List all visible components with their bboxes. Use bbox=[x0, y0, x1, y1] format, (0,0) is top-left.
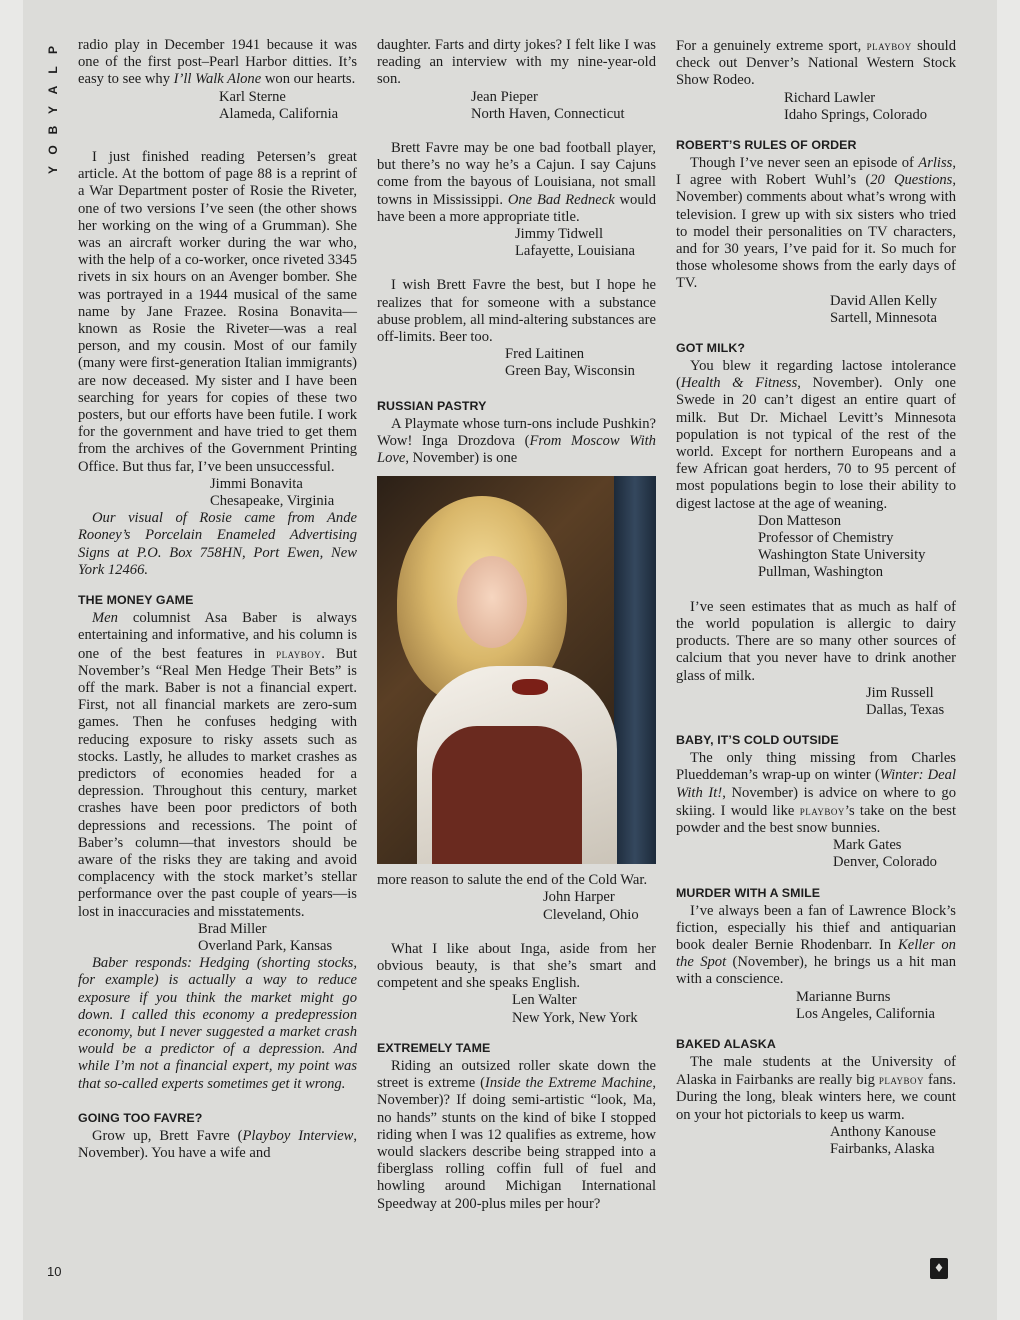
section-heading: ROBERT’S RULES OF ORDER bbox=[676, 138, 857, 153]
letter-body: Though I’ve never seen an episode of Arliss, I agree with Robert Wuhl’s (20 Questions, November) comments about what’s wrong with television. I grew up with six sisters who tried to model their personalities on TV characters, and for 30 years, I’ve paid for it. So much for those wholesome shows from the early days of TV. bbox=[676, 155, 956, 292]
running-head-letter: Y bbox=[46, 166, 60, 175]
signature: Len Walter New York, New York bbox=[512, 992, 638, 1026]
section-heading: GOT MILK? bbox=[676, 341, 746, 356]
letter-body: You blew it regarding lactose intolerance (Health & Fitness, November). Only one Swede in 20 can’t digest an entire quart of milk. But Dr. Michael Levitt’s Minnesota population is not typical of the rest of the world. Except for northern Europeans and a few African goat herders, 70 to 95 percent of most populations begin to lose their ability to digest lactose at the age of weaning. bbox=[676, 358, 956, 512]
section-heading: MURDER WITH A SMILE bbox=[676, 885, 821, 900]
section-heading: GOING TOO FAVRE? bbox=[78, 1110, 203, 1125]
letter-body: What I like about Inga, aside from her obvious beauty, is that she’s smart and competent and she speaks English. bbox=[377, 940, 656, 992]
signature: John Harper Cleveland, Ohio bbox=[543, 889, 639, 923]
rabbit-head-icon: ♦ bbox=[930, 1258, 948, 1279]
signature: Karl Sterne Alameda, California bbox=[219, 88, 339, 122]
running-head-letter: Y bbox=[46, 106, 60, 115]
signature: Fred Laitinen Green Bay, Wisconsin bbox=[505, 346, 635, 380]
letter-continuation: radio play in December 1941 because it was one of the first post–Pearl Harbor ditties. It’s easy to see why I’ll Walk Alone won our hearts. bbox=[78, 37, 357, 88]
letter-body: I’ve seen estimates that as much as half of the world population is allergic to dairy products. There are so many other sources of calcium that you never have to drink another glass of milk. bbox=[676, 598, 956, 684]
letter-body: Brett Favre may be one bad football player, but there’s no way he’s a Cajun. I say Cajuns come from the bayous of Louisiana, not small towns in Mississippi. One Bad Redneck would have been a more appropriate title. bbox=[377, 140, 656, 225]
signature: Jim Russell Dallas, Texas bbox=[866, 684, 945, 718]
signature: Marianne Burns Los Angeles, California bbox=[796, 988, 936, 1022]
letter-body: Riding an outsized roller skate down the street is extreme (Inside the Extreme Machine, November)? If doing semi-artistic “look, Ma, no hands” stunts on the kind of bike I stopped riding when I was 12 qualifies as extreme, how would slackers describe being strapped into a fiberglass rolling coffin full of fuel and howling around Michigan International Speedway at 200-plus miles per hour? bbox=[377, 1057, 656, 1212]
running-head-playboy bbox=[47, 40, 65, 180]
running-head-letter: O bbox=[46, 145, 60, 155]
letter-continuation: more reason to salute the end of the Cold War. bbox=[377, 872, 648, 889]
column-2 bbox=[377, 37, 656, 1213]
signature: Jimmy Tidwell Lafayette, Louisiana bbox=[515, 226, 635, 260]
section-heading: RUSSIAN PASTRY bbox=[377, 398, 487, 413]
letter-body: The only thing missing from Charles Plueddeman’s wrap-up on winter (Winter: Deal With It!, November) is advice on where to go skiing. I would like playboy’s take on the best powder and the best snow bunnies. bbox=[676, 750, 956, 836]
signature: David Allen Kelly Sartell, Minnesota bbox=[830, 292, 938, 326]
signature: Mark Gates Denver, Colorado bbox=[833, 837, 937, 871]
running-head-letter: L bbox=[46, 66, 60, 74]
editor-note: Our visual of Rosie came from Ande Rooney’s Porcelain Enameled Advertising Signs at P.O. Box 758HN, Port Ewen, New York 12466. bbox=[78, 510, 357, 578]
playmate-photo bbox=[377, 476, 656, 864]
section-heading: THE MONEY GAME bbox=[78, 593, 194, 608]
page-number: 10 bbox=[47, 1264, 62, 1279]
column-3 bbox=[676, 37, 956, 1158]
running-head-letter: B bbox=[46, 125, 60, 135]
signature: Jimmi Bonavita Chesapeake, Virginia bbox=[210, 475, 335, 510]
letter-body: I wish Brett Favre the best, but I hope he realizes that for someone with a substance abuse problem, all mind-altering substances are off-limits. Beer too. bbox=[377, 277, 656, 346]
section-heading: BAKED ALASKA bbox=[676, 1036, 776, 1051]
signature: Anthony Kanouse Fairbanks, Alaska bbox=[830, 1123, 936, 1157]
signature: Brad Miller Overland Park, Kansas bbox=[198, 920, 333, 954]
running-head-letter: A bbox=[46, 85, 60, 95]
letter-body: Grow up, Brett Favre (Playboy Interview, November). You have a wife and bbox=[78, 1127, 357, 1161]
signature: Richard Lawler Idaho Springs, Colorado bbox=[784, 89, 928, 123]
letter-continuation: For a genuinely extreme sport, playboy should check out Denver’s National Western Stock Show Rodeo. bbox=[676, 38, 956, 89]
signature: Don Matteson Professor of Chemistry Washington State University Pullman, Washington bbox=[758, 512, 926, 581]
column-1 bbox=[78, 37, 357, 1162]
letter-body: The male students at the University of Alaska in Fairbanks are really big playboy fans. During the long, bleak winters here, we count on your hot pictorials to keep us warm. bbox=[676, 1053, 956, 1123]
letter-body: I just finished reading Petersen’s great article. At the bottom of page 88 is a reprint of a War Department poster of Rosie the Riveter, one of two versions I’ve seen (the other shows her working on the wing of a Grumman). She was an aircraft worker during the war who, with the help of a co-worker, once riveted 3345 rivets in six hours on an Avenger bomber. She was portrayed in a 1944 musical of the same name by Jane Frazee. Rosina Bonavita—known as Rosie the Riveter—was a real person, and my cousin. Most of our family (many were first-generation Italian immigrants) are now deceased. My sister and I have been searching for years for copies of these two posters, but our efforts have been futile. I work for the government and have tried to get them from the archives of the Government Printing Office. But thus far, I’ve been unsuccessful. bbox=[78, 149, 357, 475]
letter-body: Men columnist Asa Baber is always entertaining and informative, and his column is one of the best features in playboy. But November’s “Real Men Hedge Their Bets” is off the mark. Baber is not a financial expert. First, not all financial markets are zero-sum games. Then he confuses hedging with reducing exposure to risky assets such as stocks. Lastly, he alludes to market crashes as predictors of economies headed for a depression. Throughout this century, market crashes have been poor predictors of both depressions and recessions. The point of Baber’s column—that investors should be aware of the risks they are taking and avoid complacency with the stock market’s stellar performance over the past couple of years—is lost in inaccuracies and misstatements. bbox=[78, 610, 357, 920]
letter-body: I’ve always been a fan of Lawrence Block’s fiction, especially his thief and antiquarian book dealer Bernie Rhodenbarr. In Keller on the Spot (November), he brings us a hit man with a conscience. bbox=[676, 902, 956, 988]
section-heading: BABY, IT’S COLD OUTSIDE bbox=[676, 733, 839, 748]
section-heading: EXTREMELY TAME bbox=[377, 1040, 491, 1055]
editor-response: Baber responds: Hedging (shorting stocks, for example) is actually a way to reduce exposure if you think the market might go down. I called this economy a predepression economy, but I never suggested a market crash would be a predictor of a depression. And while I’m not a financial expert, my point was that so-called experts sometimes get it wrong. bbox=[78, 955, 357, 1092]
signature: Jean Pieper North Haven, Connecticut bbox=[471, 88, 625, 122]
letter-body: A Playmate whose turn-ons include Pushkin? Wow! Inga Drozdova (From Moscow With Love, November) is one bbox=[377, 415, 656, 467]
running-head-letter: P bbox=[46, 46, 60, 55]
letter-continuation: daughter. Farts and dirty jokes? I felt like I was reading an interview with my nine-year-old son. bbox=[377, 37, 656, 88]
